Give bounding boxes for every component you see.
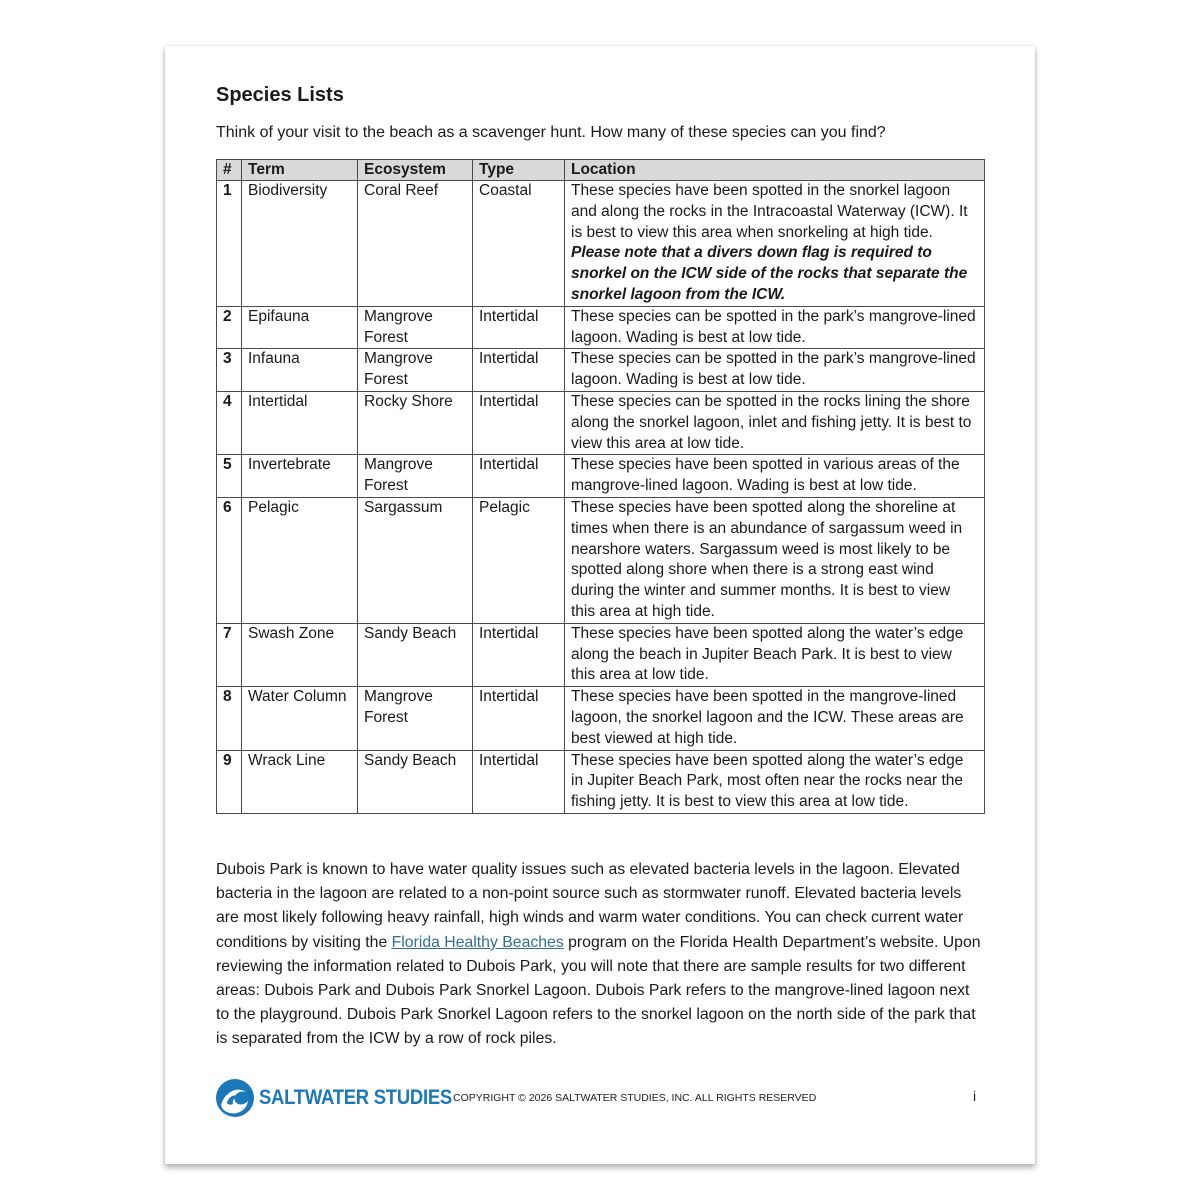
logo-text: SALTWATER STUDIES [259, 1086, 452, 1109]
row-ecosystem: Sargassum [358, 497, 473, 623]
row-number: 9 [217, 750, 242, 813]
row-number: 5 [217, 455, 242, 498]
header-ecosystem: Ecosystem [358, 160, 473, 181]
row-ecosystem: Rocky Shore [358, 391, 473, 454]
row-ecosystem: Sandy Beach [358, 750, 473, 813]
divers-flag-note: Please note that a divers down flag is required to snorkel on the ICW side of the rocks that separate the snorkel lagoon from the ICW. [571, 244, 968, 303]
row-term: Wrack Line [242, 750, 358, 813]
table-row [217, 687, 985, 750]
row-ecosystem: Sandy Beach [358, 623, 473, 686]
document-page [165, 46, 1035, 1164]
row-ecosystem: Coral Reef [358, 181, 473, 307]
page-number: i [973, 1088, 977, 1104]
row-number: 4 [217, 391, 242, 454]
row-ecosystem: Mangrove Forest [358, 349, 473, 392]
intro-text: Think of your visit to the beach as a scavenger hunt. How many of these species can you find? [216, 124, 886, 141]
row-term: Infauna [242, 349, 358, 392]
row-ecosystem: Mangrove Forest [358, 455, 473, 498]
saltwater-studies-logo [215, 1077, 478, 1119]
table-row [217, 181, 985, 307]
row-term: Invertebrate [242, 455, 358, 498]
row-location: These species have been spotted in the mangrove-lined lagoon, the snorkel lagoon and the ICW. These areas are best viewed at high tide. [565, 687, 985, 750]
row-number: 7 [217, 623, 242, 686]
copyright-notice: COPYRIGHT © 2026 SALTWATER STUDIES, INC. ALL RIGHTS RESERVED [453, 1092, 817, 1104]
row-term: Pelagic [242, 497, 358, 623]
header-type: Type [473, 160, 565, 181]
row-location: These species have been spotted along the shoreline at times when there is an abundance of sargassum weed in nearshore waters. Sargassum weed is most likely to be spotted along shore when there is a strong east wind during the winter and summer months. It is best to view this area at high tide. [565, 497, 985, 623]
row-ecosystem: Mangrove Forest [358, 687, 473, 750]
species-table [216, 159, 985, 814]
row-type: Intertidal [473, 349, 565, 392]
row-type: Intertidal [473, 687, 565, 750]
row-location: These species have been spotted along the water’s edge along the beach in Jupiter Beach Park. It is best to view this area at low tide. [565, 623, 985, 686]
paragraph-text-after: program on the Florida Health Department’s website. Upon reviewing the information related to Dubois Park, you will note that there are sample results for two different areas: Dubois Park and Dubois Park Snorkel Lagoon. Dubois Park refers to the mangrove-lined lagoon next to the playground. Dubois Park Snorkel Lagoon refers to the snorkel lagoon on the north side of the park that is separated from the ICW by a row of rock piles. [216, 933, 981, 1048]
row-term: Water Column [242, 687, 358, 750]
table-header-row [217, 160, 985, 181]
row-location: These species can be spotted in the park’s mangrove-lined lagoon. Wading is best at low tide. [565, 306, 985, 349]
table-row [217, 455, 985, 498]
row-number: 8 [217, 687, 242, 750]
row-type: Coastal [473, 181, 565, 307]
row-number: 3 [217, 349, 242, 392]
row-type: Intertidal [473, 750, 565, 813]
row-term: Swash Zone [242, 623, 358, 686]
wave-icon [215, 1078, 255, 1118]
row-number: 6 [217, 497, 242, 623]
row-ecosystem: Mangrove Forest [358, 306, 473, 349]
table-row [217, 391, 985, 454]
paragraph-text-before: Dubois Park is known to have water quality issues such as elevated bacteria levels in the lagoon. Elevated bacteria in the lagoon are related to a non-point source such as stormwater runoff. Elevated bacteria levels are most likely following heavy rainfall, high winds and warm water conditions. You can check current water conditions by visiting the [216, 861, 964, 951]
table-row [217, 623, 985, 686]
table-row [217, 306, 985, 349]
page-title: Species Lists [216, 84, 344, 106]
header-num: # [217, 160, 242, 181]
row-location: These species can be spotted in the rocks lining the shore along the snorkel lagoon, inlet and fishing jetty. It is best to view this area at low tide. [565, 391, 985, 454]
row-term: Epifauna [242, 306, 358, 349]
table-row [217, 497, 985, 623]
table-row [217, 750, 985, 813]
row-number: 1 [217, 181, 242, 307]
row-term: Biodiversity [242, 181, 358, 307]
row-type: Pelagic [473, 497, 565, 623]
row-location: These species can be spotted in the park’s mangrove-lined lagoon. Wading is best at low tide. [565, 349, 985, 392]
row-type: Intertidal [473, 306, 565, 349]
row-location [565, 181, 985, 307]
florida-healthy-beaches-link[interactable]: Florida Healthy Beaches [391, 933, 564, 951]
table-row [217, 349, 985, 392]
row-location: These species have been spotted along the water’s edge in Jupiter Beach Park, most often near the rocks near the fishing jetty. It is best to view this area at low tide. [565, 750, 985, 813]
header-term: Term [242, 160, 358, 181]
row-type: Intertidal [473, 391, 565, 454]
row-term: Intertidal [242, 391, 358, 454]
water-quality-paragraph [216, 858, 986, 1052]
location-text: These species have been spotted in the snorkel lagoon and along the rocks in the Intracoastal Waterway (ICW). It is best to view this area when snorkeling at high tide. [571, 182, 968, 241]
row-type: Intertidal [473, 455, 565, 498]
header-location: Location [565, 160, 985, 181]
row-number: 2 [217, 306, 242, 349]
row-location: These species have been spotted in various areas of the mangrove-lined lagoon. Wading is best at low tide. [565, 455, 985, 498]
row-type: Intertidal [473, 623, 565, 686]
